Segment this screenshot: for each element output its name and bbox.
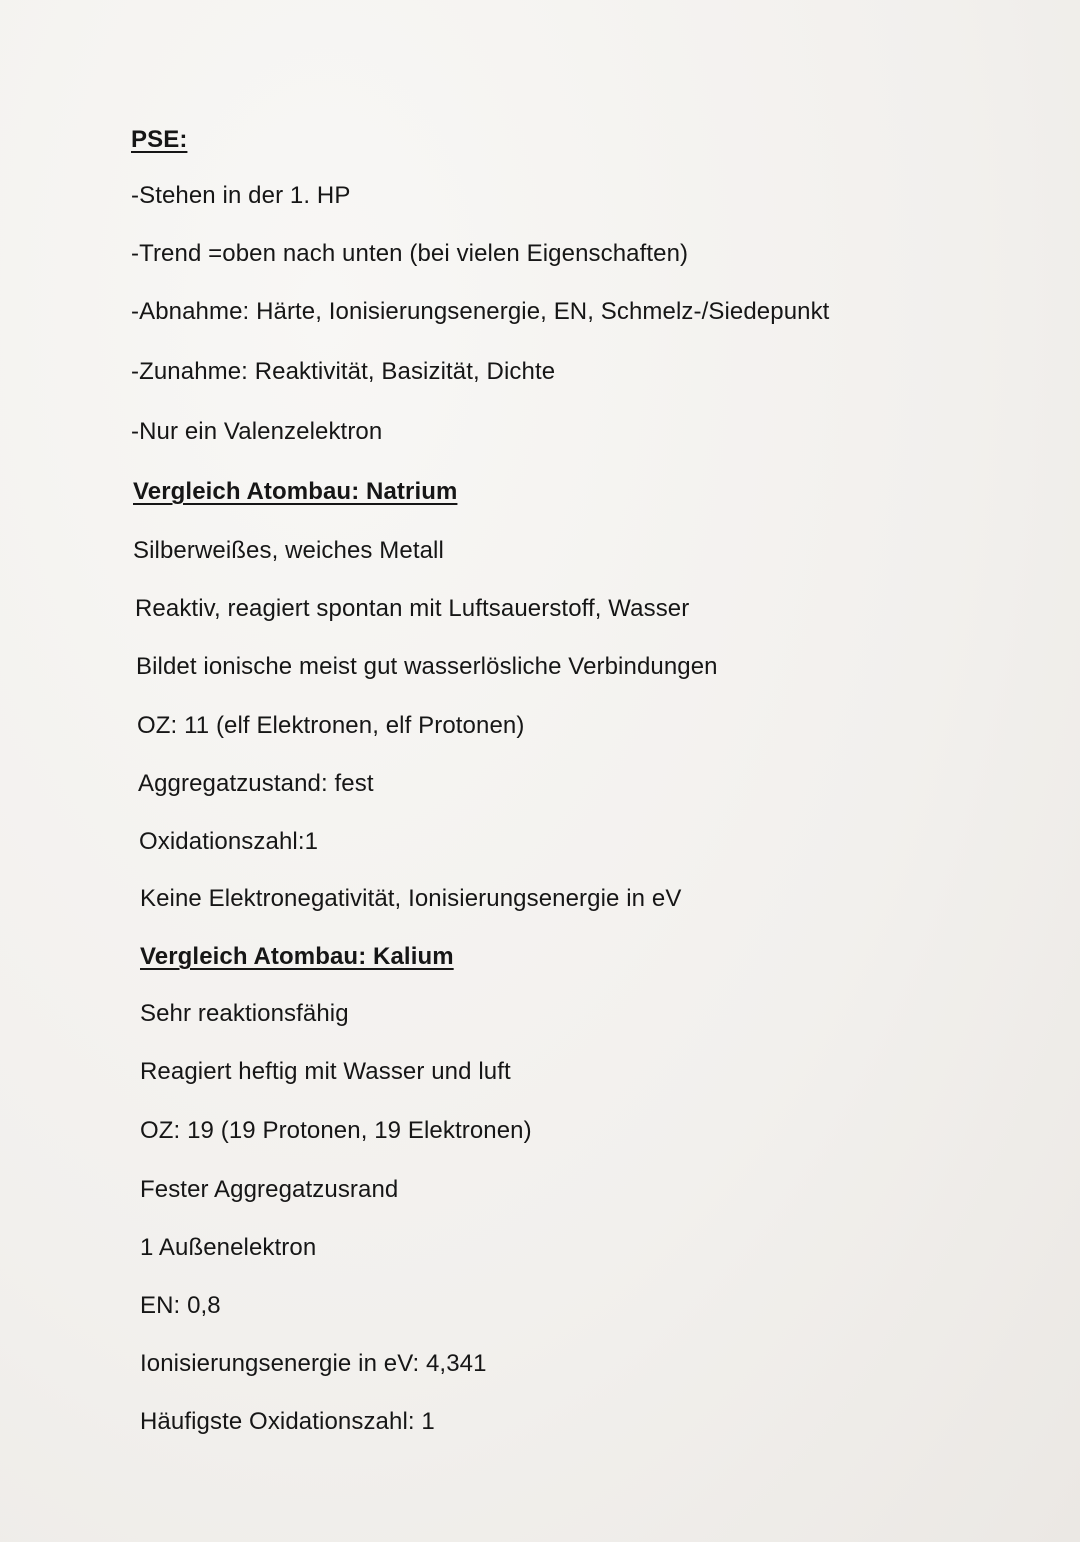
text-line: Reaktiv, reagiert spontan mit Luftsauerstoff, Wasser — [135, 595, 690, 622]
text-line: -Abnahme: Härte, Ionisierungsenergie, EN, Schmelz-/Siedepunkt — [131, 298, 830, 325]
text-line: Ionisierungsenergie in eV: 4,341 — [140, 1350, 487, 1377]
text-line: Silberweißes, weiches Metall — [133, 537, 444, 564]
text-line: Keine Elektronegativität, Ionisierungsenergie in eV — [140, 885, 682, 912]
text-line: -Stehen in der 1. HP — [131, 182, 351, 209]
text-line: 1 Außenelektron — [140, 1234, 317, 1261]
section-heading-natrium: Vergleich Atombau: Natrium — [133, 478, 458, 505]
text-line: Häufigste Oxidationszahl: 1 — [140, 1408, 435, 1435]
text-line: Fester Aggregatzusrand — [140, 1176, 399, 1203]
text-line: -Zunahme: Reaktivität, Basizität, Dichte — [131, 358, 556, 385]
text-line: OZ: 19 (19 Protonen, 19 Elektronen) — [140, 1117, 532, 1144]
text-line: EN: 0,8 — [140, 1292, 221, 1319]
text-line: Oxidationszahl:1 — [139, 828, 319, 855]
text-line: Aggregatzustand: fest — [138, 770, 374, 797]
text-line: -Nur ein Valenzelektron — [131, 418, 383, 445]
text-line: -Trend =oben nach unten (bei vielen Eigenschaften) — [131, 240, 689, 267]
text-line: Sehr reaktionsfähig — [140, 1000, 349, 1027]
section-heading-pse: PSE: — [131, 126, 188, 153]
text-line: Reagiert heftig mit Wasser und luft — [140, 1058, 511, 1085]
section-heading-kalium: Vergleich Atombau: Kalium — [140, 943, 454, 970]
text-line: Bildet ionische meist gut wasserlösliche Verbindungen — [136, 653, 718, 680]
text-line: OZ: 11 (elf Elektronen, elf Protonen) — [137, 712, 525, 739]
